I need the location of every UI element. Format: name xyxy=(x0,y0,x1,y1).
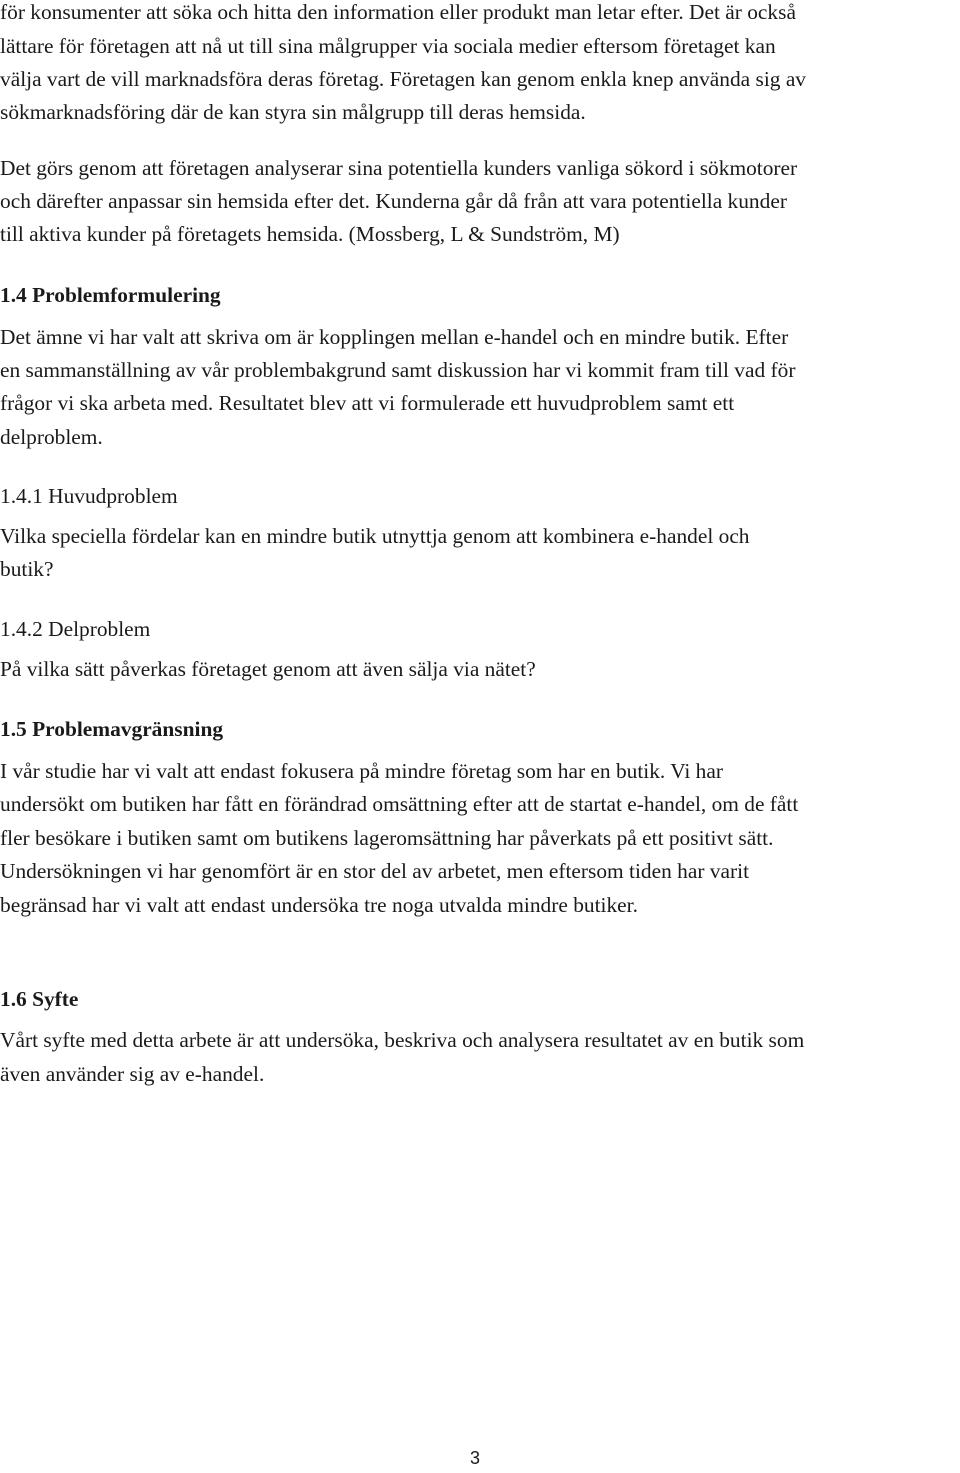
section-1-5-line-1: I vår studie har vi valt att endast fokusera på mindre företag som har en butik. Vi har xyxy=(0,759,723,783)
section-1-4-line-1: Det ämne vi har valt att skriva om är kopplingen mellan e-handel och en mindre butik. Efter xyxy=(0,325,789,349)
section-heading-1-4: 1.4 Problemformulering xyxy=(0,283,221,307)
section-1-4-1-line-2: butik? xyxy=(0,557,54,581)
section-1-4-2-line-1: På vilka sätt påverkas företaget genom att även sälja via nätet? xyxy=(0,657,536,681)
section-heading-1-6: 1.6 Syfte xyxy=(0,987,79,1011)
section-heading-1-4-2: 1.4.2 Delproblem xyxy=(0,617,151,641)
section-heading-1-5: 1.5 Problemavgränsning xyxy=(0,717,224,741)
section-1-5-line-2: undersökt om butiken har fått en förändrad omsättning efter att de startat e-handel, om de fått xyxy=(0,792,799,816)
section-1-6-line-2: även använder sig av e-handel. xyxy=(0,1062,265,1086)
section-heading-1-4-1: 1.4.1 Huvudproblem xyxy=(0,484,178,508)
section-1-4-line-3: frågor vi ska arbeta med. Resultatet blev att vi formulerade ett huvudproblem samt ett xyxy=(0,391,735,415)
para2-line-1: Det görs genom att företagen analyserar sina potentiella kunders vanliga sökord i sökmotorer xyxy=(0,156,798,180)
intro-line-3: välja vart de vill marknadsföra deras företag. Företagen kan genom enkla knep använda sig av xyxy=(0,67,807,91)
section-1-4-line-2: en sammanställning av vår problembakgrund samt diskussion har vi kommit fram till vad för xyxy=(0,358,796,382)
section-1-5-line-5: begränsad har vi valt att endast undersöka tre noga utvalda mindre butiker. xyxy=(0,893,638,917)
section-1-5-line-3: fler besökare i butiken samt om butikens lageromsättning har påverkats på ett positivt sätt. xyxy=(0,826,774,850)
intro-line-2: lättare för företagen att nå ut till sina målgrupper via sociala medier eftersom företaget kan xyxy=(0,34,776,58)
section-1-4-line-4: delproblem. xyxy=(0,425,103,449)
section-1-6-line-1: Vårt syfte med detta arbete är att undersöka, beskriva och analysera resultatet av en butik som xyxy=(0,1028,805,1052)
intro-line-4: sökmarknadsföring där de kan styra sin målgrupp till deras hemsida. xyxy=(0,100,586,124)
section-1-4-1-line-1: Vilka speciella fördelar kan en mindre butik utnyttja genom att kombinera e-handel och xyxy=(0,524,750,548)
para2-line-3: till aktiva kunder på företagets hemsida. (Mossberg, L & Sundström, M) xyxy=(0,222,620,246)
intro-line-1: för konsumenter att söka och hitta den information eller produkt man letar efter. Det är också xyxy=(0,0,796,24)
section-1-5-line-4: Undersökningen vi har genomfört är en stor del av arbetet, men eftersom tiden har varit xyxy=(0,859,750,883)
page-number: 3 xyxy=(470,1448,481,1468)
para2-line-2: och därefter anpassar sin hemsida efter det. Kunderna går då från att vara potentiella kunder xyxy=(0,189,787,213)
